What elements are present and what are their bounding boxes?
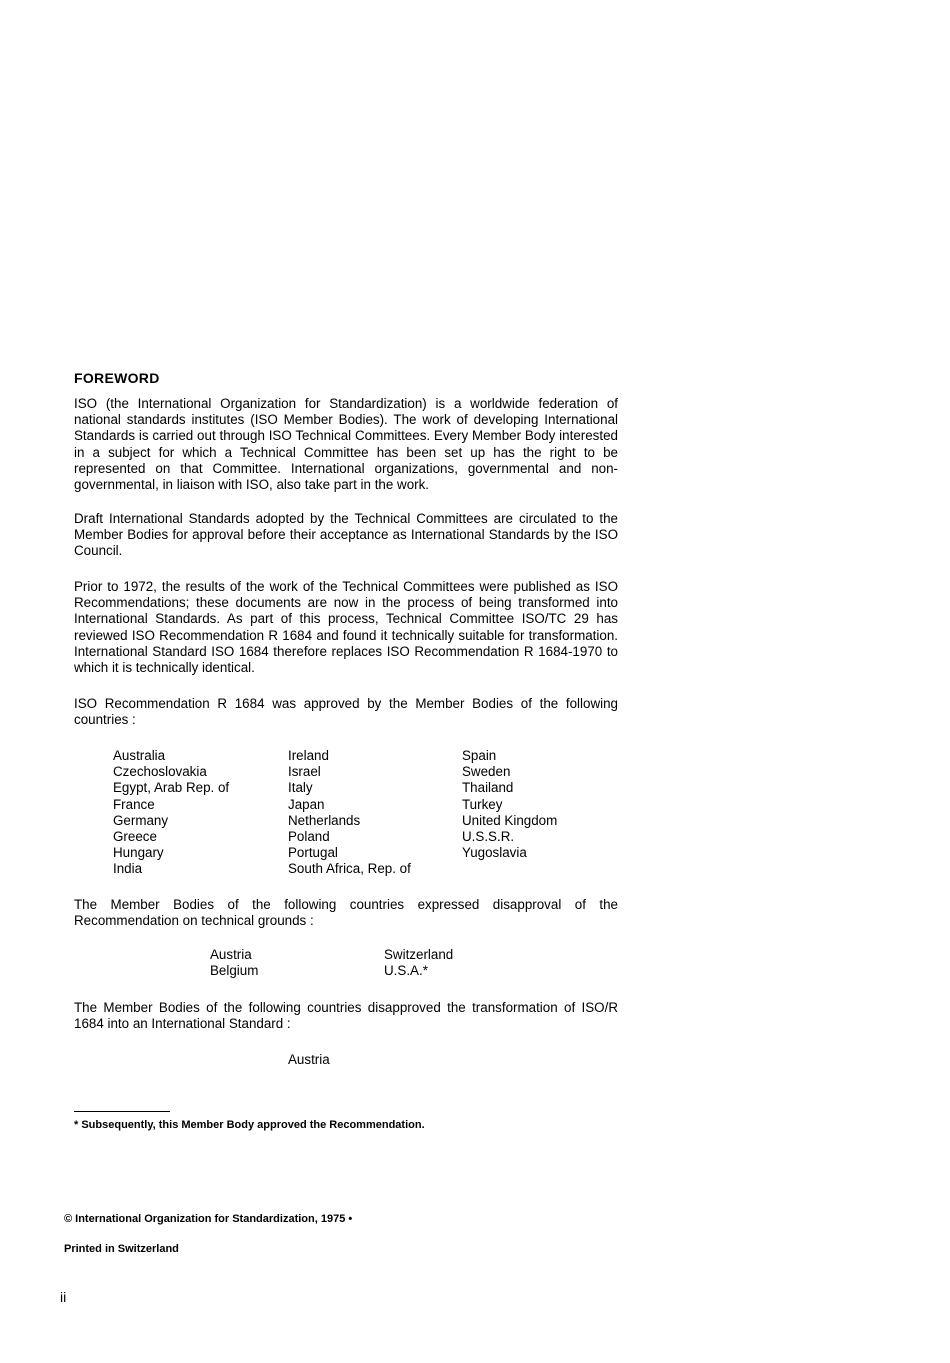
country-item: Germany [113,812,169,828]
country-item: Ireland [288,748,329,763]
disapproved-technical-col2 [384,947,453,979]
country-item: Netherlands [288,812,361,828]
country-item: Spain [462,748,497,763]
approved-countries-col1 [113,748,229,878]
country-item: Australia [113,748,166,763]
foreword-heading: FOREWORD [74,370,160,386]
page-number: ii [60,1289,67,1305]
paragraph-approved-intro: ISO Recommendation R 1684 was approved by the Member Bodies of the following countries : [74,696,618,728]
country-item: Israel [288,764,321,780]
country-item: France [113,796,155,812]
paragraph-disapproval-transformation: The Member Bodies of the following countries disapproved the transformation of ISO/R 1684 into an International Standard : [74,1000,618,1032]
approved-countries-col2 [288,748,411,878]
country-item: U.S.S.R. [462,829,515,845]
country-item: Japan [288,796,325,812]
country-item: India [113,861,143,877]
country-item: Portugal [288,845,338,861]
disapproved-technical-col1 [210,947,258,979]
country-item: Egypt, Arab Rep. of [113,780,230,796]
paragraph-disapproval-technical: The Member Bodies of the following countries expressed disapproval of the Recommendation on technical grounds : [74,897,618,929]
country-item: Italy [288,780,313,796]
paragraph-iso-intro: ISO (the International Organization for Standardization) is a worldwide federation of national standards institutes (ISO Member Bodies). The work of developing International Standards is carried out through ISO Technical Committees. Every Member Body interested in a subject for which a Technical Committee has been set up has the right to be represented on that Committee. International organizations, governmental and non-governmental, in liaison with ISO, also take part in the work. [74,396,618,493]
country-item: U.S.A.* [384,963,428,979]
country-item: Austria [210,947,252,962]
country-item: Austria [288,1052,330,1067]
country-item: Hungary [113,845,164,861]
country-item: Czechoslovakia [113,764,207,780]
country-item: Switzerland [384,947,454,962]
country-item: Greece [113,829,157,845]
footnote: * Subsequently, this Member Body approved the Recommendation. [74,1119,425,1131]
paragraph-prior-1972: Prior to 1972, the results of the work of the Technical Committees were published as ISO Recommendations; these documents are now in the process of being transformed into International Standards. As part of this process, Technical Committee ISO/TC 29 has reviewed ISO Recommendation R 1684 and found it technically suitable for transformation. International Standard ISO 1684 therefore replaces ISO Recommendation R 1684-1970 to which it is technically identical. [74,579,618,676]
country-item: United Kingdom [462,812,558,828]
approved-countries-col3 [462,748,557,861]
country-item: Yugoslavia [462,845,527,861]
footnote-divider [74,1111,170,1112]
country-item: South Africa, Rep. of [288,861,411,877]
paragraph-draft-standards: Draft International Standards adopted by the Technical Committees are circulated to the Member Bodies for approval before their acceptance as International Standards by the ISO Council. [74,511,618,559]
country-item: Sweden [462,764,511,780]
copyright-notice: © International Organization for Standardization, 1975 • [64,1213,353,1225]
country-item: Poland [288,829,330,845]
country-item: Thailand [462,780,514,796]
disapproved-transformation-list [288,1052,330,1068]
printed-in: Printed in Switzerland [64,1243,179,1255]
country-item: Turkey [462,796,503,812]
country-item: Belgium [210,963,259,979]
